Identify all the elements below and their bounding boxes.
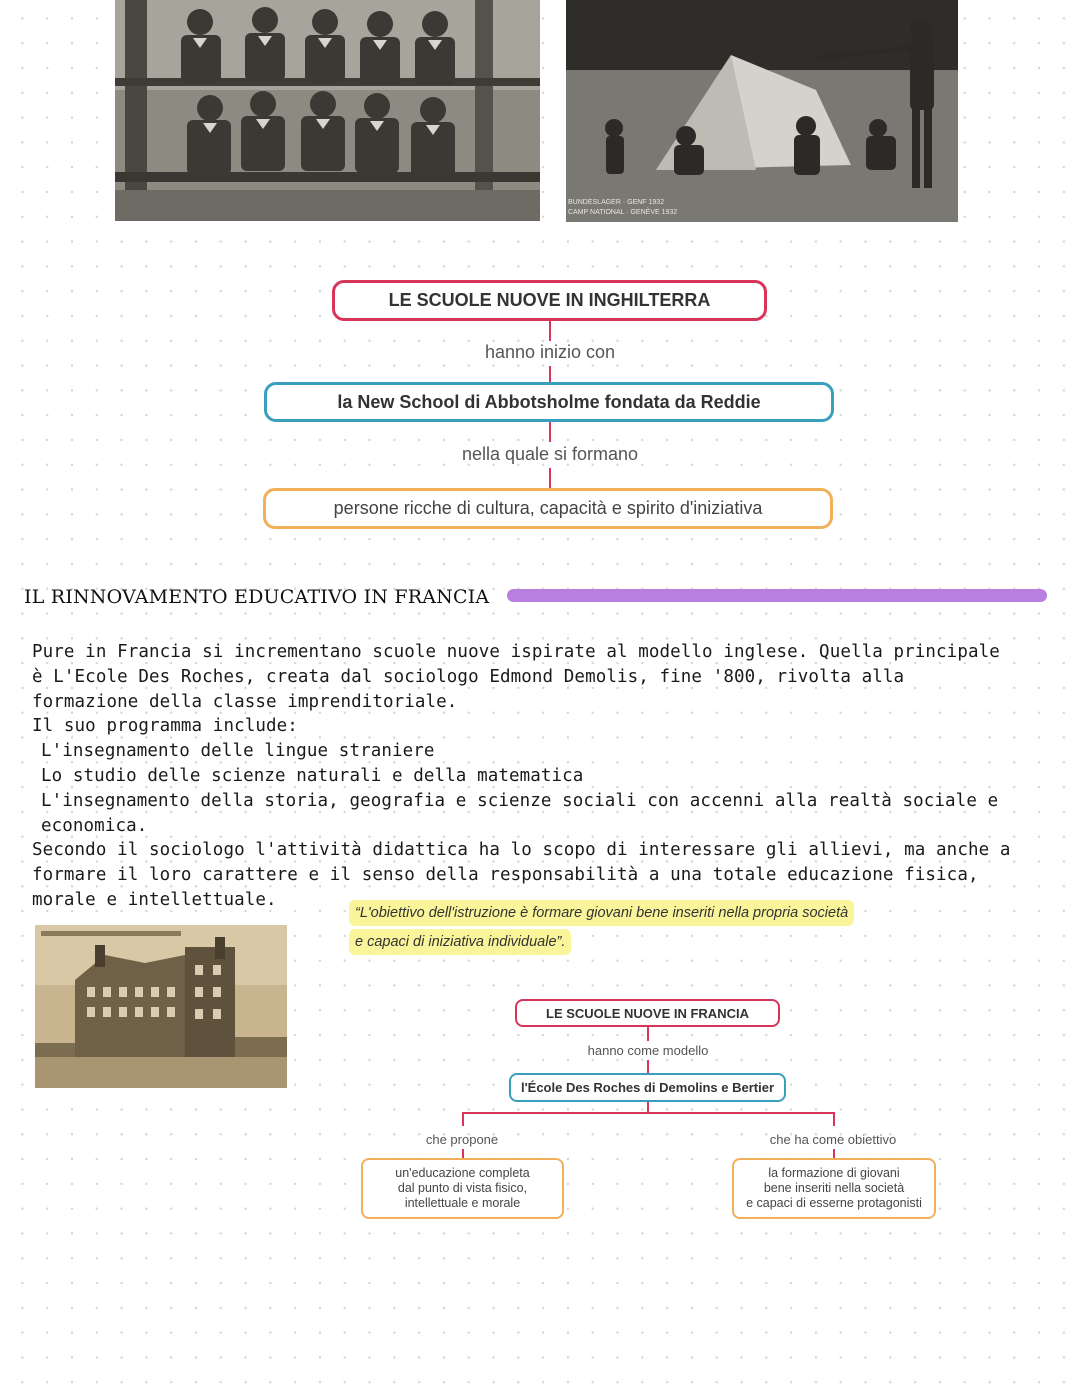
connector-line [647, 1027, 649, 1041]
quote-line-2: e capaci di iniziativa individuale”. [349, 934, 571, 950]
program-item: Lo studio delle scienze naturali e della matematica [41, 765, 584, 786]
tent-caption-2: CAMP NATIONAL · GENÈVE 1932 [568, 209, 678, 216]
body-line: formazione della classe imprenditoriale. [32, 691, 458, 712]
map-france-left-link: che propone [425, 1132, 499, 1147]
program-item: L'insegnamento delle lingue straniere [41, 741, 435, 762]
connector-line [549, 468, 551, 488]
scouts-group-photo [115, 0, 540, 221]
connector-line [833, 1112, 835, 1126]
program-item: economica. [41, 815, 148, 836]
program-item: L'insegnamento della storia, geografia e scienze sociali con accenni alla realtà sociale e [41, 790, 999, 811]
body-line: Il suo programma include: [32, 716, 298, 737]
connector-line [462, 1112, 464, 1126]
map-france-box-2: l'École Des Roches di Demolins e Bertier [509, 1073, 786, 1102]
body-line: Secondo il sociologo l'attività didattica ha lo scopo di interessare gli allievi, ma anche a [32, 840, 1011, 861]
connector-line [549, 366, 551, 382]
connector-line [549, 321, 551, 341]
connector-line [647, 1060, 649, 1073]
body-line: formare il loro carattere e il senso della responsabilità a una totale educazione fisica, [32, 865, 979, 886]
map-england-link-2: nella quale si formano [461, 444, 639, 464]
connector-line [549, 422, 551, 442]
map-france-right-box: la formazione di giovani bene inseriti nella società e capaci di esserne protagonisti [732, 1158, 936, 1219]
body-line: è L'Ecole Des Roches, creata dal sociologo Edmond Demolis, fine '800, rivolta alla [32, 666, 905, 687]
map-england-title: LE SCUOLE NUOVE IN INGHILTERRA [332, 280, 767, 321]
map-england-link-1: hanno inizio con [484, 342, 616, 362]
map-france-title: LE SCUOLE NUOVE IN FRANCIA [515, 999, 780, 1027]
quote-line-1: “L'obiettivo dell'istruzione è formare giovani bene inseriti nella propria società [349, 905, 854, 921]
map-england-box-2: la New School di Abbotsholme fondata da Reddie [264, 382, 834, 422]
title-underline-bar [507, 589, 1047, 602]
map-france-left-box: un'educazione completa dal punto di vista fisico, intellettuale e morale [361, 1158, 564, 1219]
body-text [32, 640, 1072, 913]
ecole-des-roches-photo [35, 925, 287, 1088]
tent-caption-1: BUNDESLAGER · GENF 1932 [568, 199, 665, 206]
section-title: IL RINNOVAMENTO EDUCATIVO IN FRANCIA [24, 586, 490, 608]
map-france-link-1: hanno come modello [587, 1043, 709, 1058]
scouts-tent-photo [566, 0, 958, 222]
connector-line [462, 1112, 835, 1114]
map-france-right-link: che ha come obiettivo [769, 1132, 897, 1147]
body-line: morale e intellettuale. [32, 889, 277, 910]
map-england-box-3: persone ricche di cultura, capacità e spirito d'iniziativa [263, 488, 833, 529]
body-line: Pure in Francia si incrementano scuole nuove ispirate al modello inglese. Quella principale [32, 642, 1000, 662]
